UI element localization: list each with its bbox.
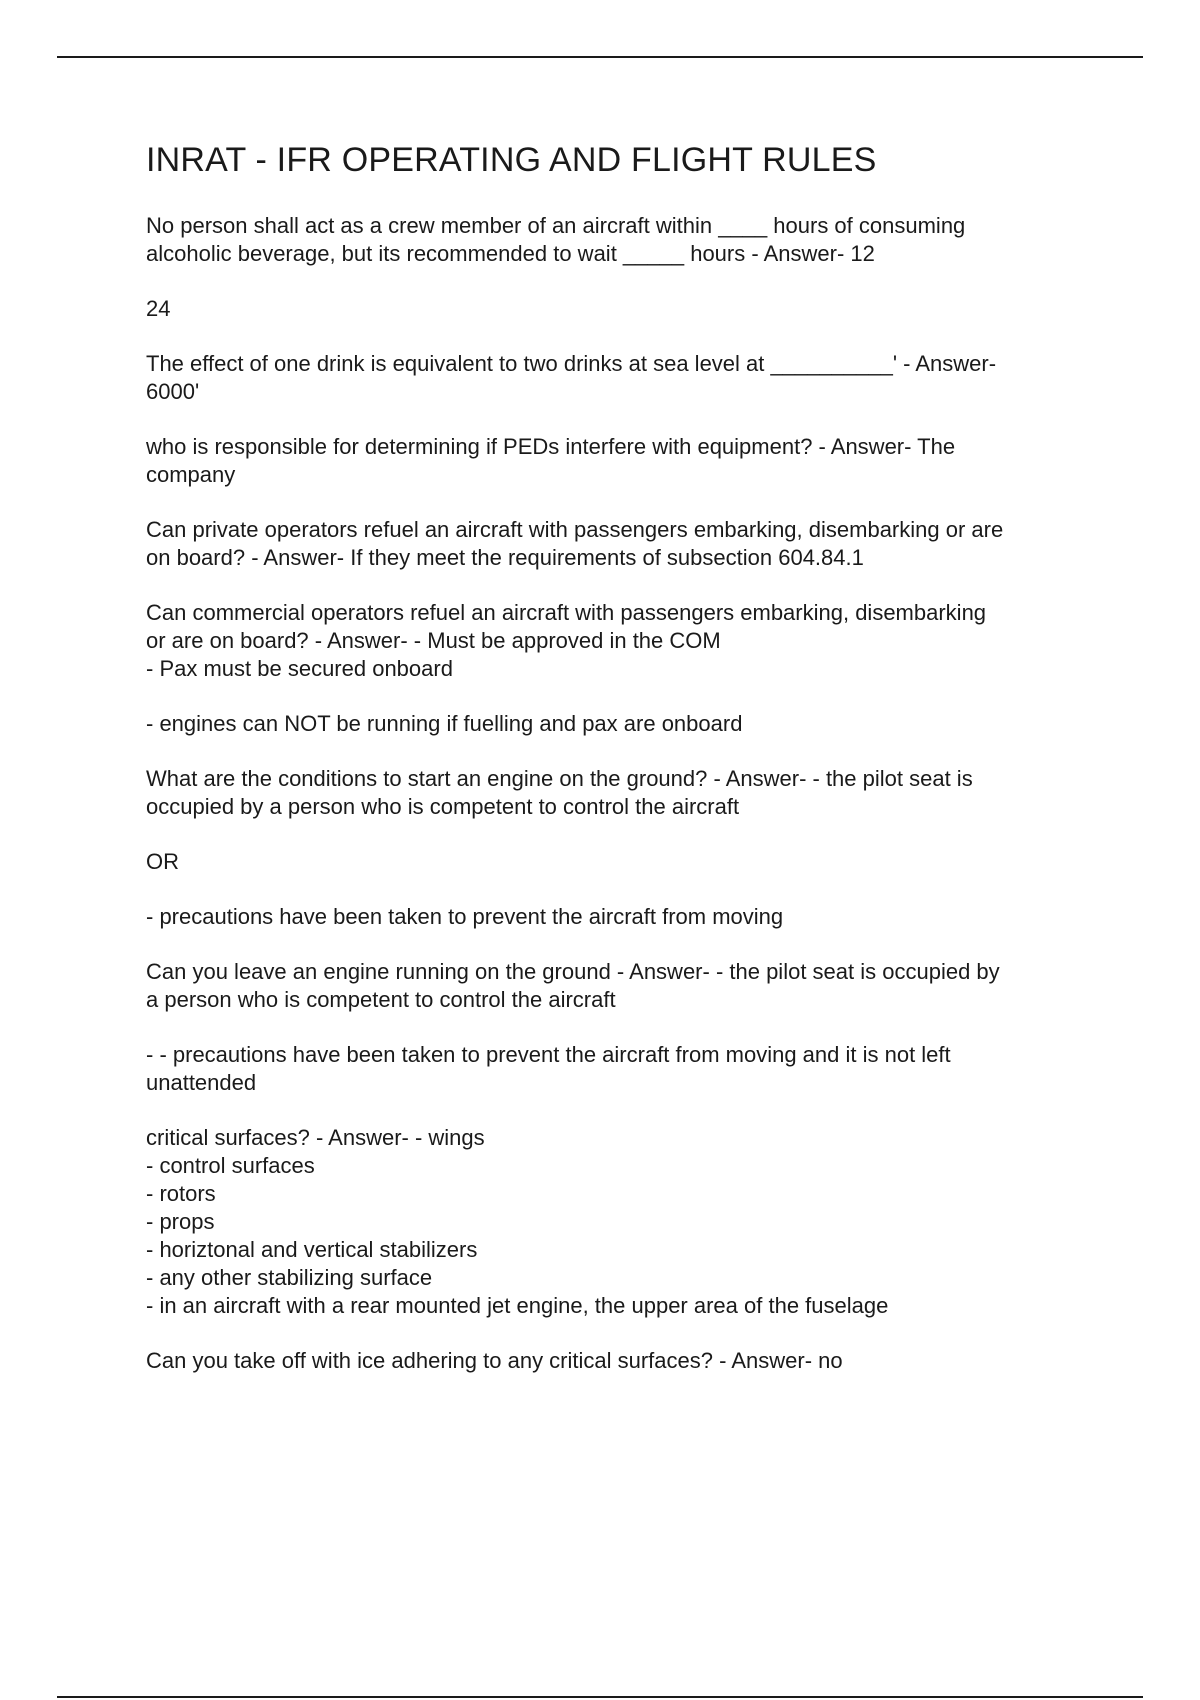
paragraph-private-refuel: Can private operators refuel an aircraft with passengers embarking, disembarking or are on board? - Answer- If they meet the requirements of subsection 604.84.1 [146,517,1004,570]
paragraph-24: 24 [146,296,171,321]
bottom-divider [57,1696,1143,1698]
paragraph-start-engine: What are the conditions to start an engine on the ground? - Answer- - the pilot seat is occupied by a person who is competent to control the aircraft [146,766,973,819]
paragraph-engines-running: - engines can NOT be running if fuelling and pax are onboard [146,711,743,736]
paragraph-precautions: - precautions have been taken to prevent the aircraft from moving [146,904,784,929]
paragraph-peds: who is responsible for determining if PEDs interfere with equipment? - Answer- The company [146,434,956,487]
paragraph-or: OR [146,849,179,874]
paragraph-ice-takeoff: Can you take off with ice adhering to any critical surfaces? - Answer- no [146,1348,843,1373]
paragraph-alcohol-rule: No person shall act as a crew member of an aircraft within ____ hours of consuming alcoholic beverage, but its recommended to wait _____ hours - Answer- 12 [146,213,966,266]
paragraph-critical-surfaces: critical surfaces? - Answer- - wings - control surfaces - rotors - props - horiztonal and vertical stabilizers - any other stabilizing surface - in an aircraft with a rear mounted jet engine, the upper area of the fuselage [146,1125,889,1318]
paragraph-commercial-refuel: Can commercial operators refuel an aircraft with passengers embarking, disembarking or are on board? - Answer- - Must be approved in the COM - Pax must be secured onboard [146,600,987,681]
paragraph-altitude-drink: The effect of one drink is equivalent to two drinks at sea level at __________' - Answer- 6000' [146,351,997,404]
paragraph-unattended: - - precautions have been taken to prevent the aircraft from moving and it is not left unattended [146,1042,951,1095]
page-title: INRAT - IFR OPERATING AND FLIGHT RULES [146,141,877,179]
paragraph-leave-engine: Can you leave an engine running on the ground - Answer- - the pilot seat is occupied by a person who is competent to control the aircraft [146,959,1000,1012]
document-body [146,140,1096,1402]
top-divider [57,56,1143,58]
